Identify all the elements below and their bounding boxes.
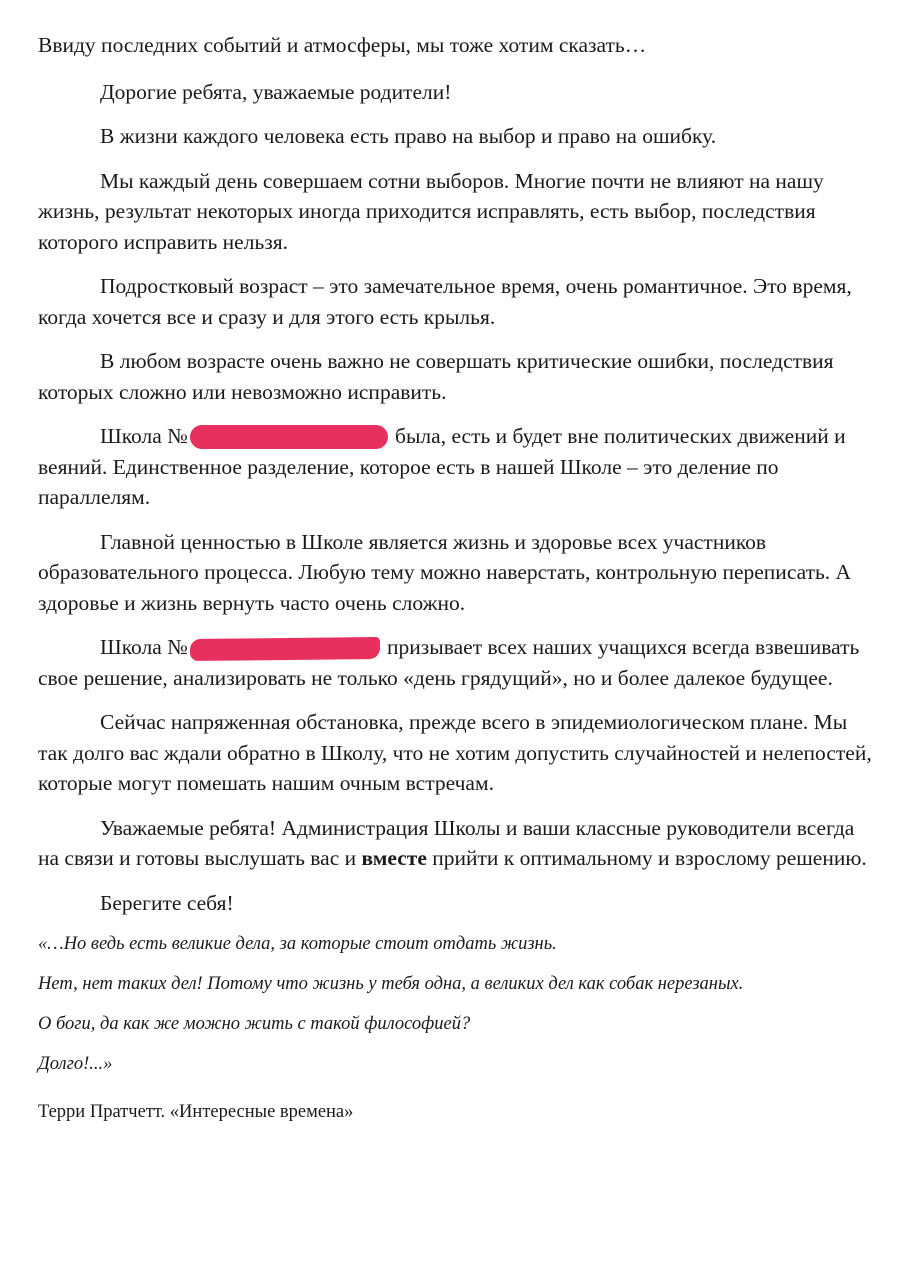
letter-document xyxy=(38,30,878,1124)
paragraph-choices: Мы каждый день совершаем сотни выборов. Многие почти не влияют на нашу жизнь, результат некоторых иногда приходится исправлять, есть выбор, последствия которого исправить нельзя. xyxy=(38,168,824,254)
paragraph-teen-age: Подростковый возраст – это замечательное время, очень романтичное. Это время, когда хочется все и сразу и для этого есть крылья. xyxy=(38,274,852,329)
greeting: Дорогие ребята, уважаемые родители! xyxy=(100,79,452,104)
quote-line: Долго!...» xyxy=(38,1054,113,1074)
paragraph-right-to-choose: В жизни каждого человека есть право на выбор и право на ошибку. xyxy=(100,124,717,148)
school-neutrality-text: была, есть и будет вне политических движений и веяний. Единственное разделение, которое есть в нашей Школе – это деление по параллелям. xyxy=(38,424,846,509)
farewell: Берегите себя! xyxy=(100,890,234,915)
school-number-label: Школа № xyxy=(100,424,188,448)
paragraph-critical-mistakes: В любом возрасте очень важно не совершать критические ошибки, последствия которых сложно или невозможно исправить. xyxy=(38,349,834,404)
quote-line: «…Но ведь есть великие дела, за которые стоит отдать жизнь. xyxy=(38,934,557,954)
school-number-label: Школа № xyxy=(100,635,188,659)
intro-line: Ввиду последних событий и атмосферы, мы тоже хотим сказать… xyxy=(38,33,647,57)
quote-author: Терри Пратчетт. «Интересные времена» xyxy=(38,1102,354,1122)
administration-text-end: прийти к оптимальному и взрослому решению. xyxy=(426,846,867,870)
paragraph-main-value: Главной ценностью в Школе является жизнь и здоровье всех участников образовательного процесса. Любую тему можно наверстать, контрольную переписать. А здоровье и жизнь вернуть часто очень сложно. xyxy=(38,529,852,615)
redaction-mark xyxy=(190,637,380,661)
paragraph-administration xyxy=(38,813,878,874)
paragraph-situation: Сейчас напряженная обстановка, прежде всего в эпидемиологическом плане. Мы так долго вас ждали обратно в Школу, что не хотим допустить случайностей и нелепостей, которые могут помешать нашим очным встречам. xyxy=(38,710,872,795)
administration-text-start: Уважаемые ребята! Администрация Школы и ваши классные руководители всегда на связи и готовы выслушать вас и xyxy=(38,815,855,870)
quote-line: Нет, нет таких дел! Потому что жизнь у тебя одна, а великих дел как собак нерезаных. xyxy=(38,974,744,994)
emphasis-together: вместе xyxy=(361,846,427,870)
redaction-mark xyxy=(190,425,388,449)
school-appeal-text: призывает всех наших учащихся всегда взвешивать свое решение, анализировать не только «день грядущий», но и более далекое будущее. xyxy=(38,635,860,690)
quote-line: О боги, да как же можно жить с такой философией? xyxy=(38,1014,471,1034)
epigraph-quote xyxy=(38,932,878,1076)
paragraph-school-appeal xyxy=(38,632,878,693)
paragraph-school-neutrality xyxy=(38,421,878,513)
